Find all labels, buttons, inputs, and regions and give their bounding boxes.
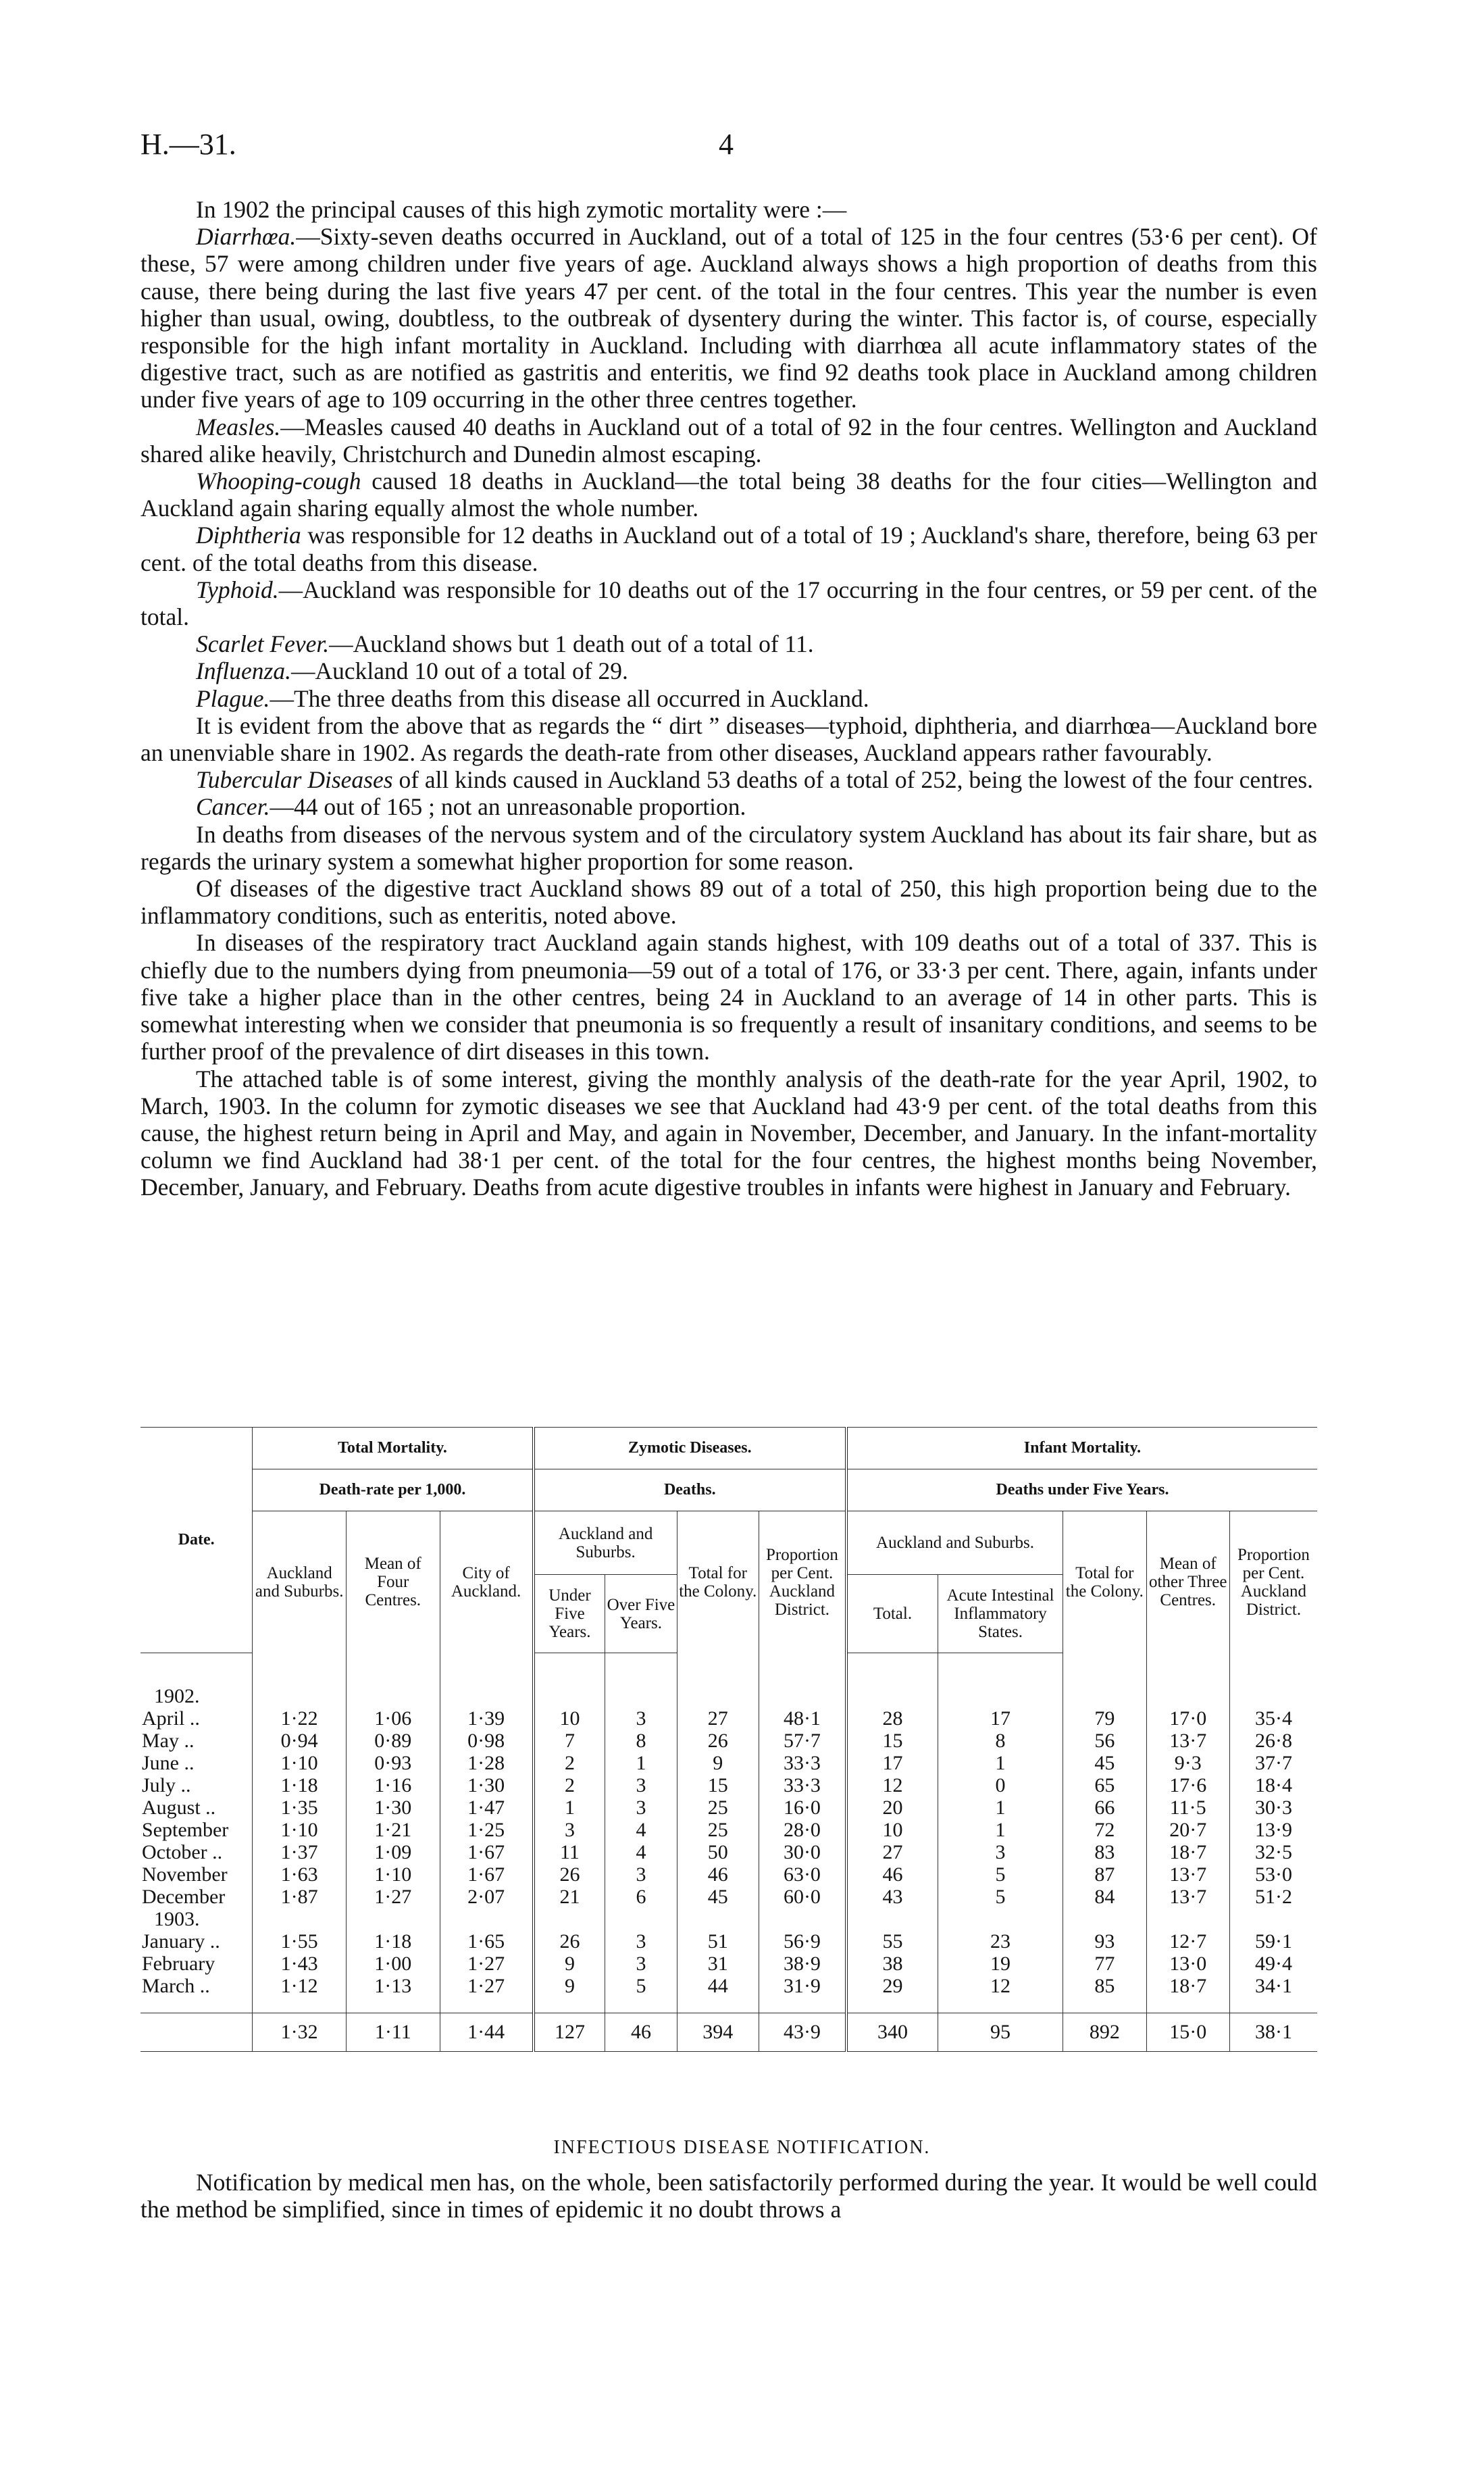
table-cell: 1·10 [253,1753,347,1775]
closing-text [140,2169,1317,2223]
table-cell: 1 [938,1819,1063,1842]
table-cell: 1·27 [440,1953,534,1976]
table-cell: 13·7 [1146,1886,1229,1909]
paragraph-diphtheria: Diphtheria was responsible for 12 deaths in Auckland out of a total of 19 ; Auckland's share, therefore, being 63 per cent. of the total deaths from this disease. [140,522,1317,576]
table-cell: 1·35 [253,1797,347,1819]
table-cell: 31 [677,1953,759,1976]
table-cell: 1·13 [346,1976,440,1998]
totals-row [140,2013,1317,2051]
month-label: April .. [140,1708,253,1730]
total-cell: 1·44 [440,2013,534,2051]
month-label: May .. [140,1730,253,1753]
table-cell: 59·1 [1254,1930,1292,1953]
table-cell: 3 [605,1931,677,1953]
month-label: January .. [140,1931,253,1953]
month-label: December [140,1886,253,1909]
spacer-row [140,1998,1317,2013]
year-label: 1903. [140,1909,253,1931]
table-cell: 3 [605,1953,677,1976]
table-row [140,1819,1317,1842]
table-cell: 1·47 [440,1797,534,1819]
table-cell: 25 [677,1819,759,1842]
table-cell: 1·67 [440,1842,534,1864]
table-cell: 17 [846,1753,938,1775]
table-cell: 45 [677,1886,759,1909]
table-cell: 0 [938,1775,1063,1797]
paragraph-nervous-system: In deaths from diseases of the nervous system and of the circulatory system Auckland has about its fair share, but as regards the urinary system a somewhat higher proportion for some reason. [140,820,1317,875]
table-row [140,1797,1317,1819]
col-auckland-suburbs: Auckland and Suburbs. [253,1511,347,1653]
table-cell: 29 [846,1976,938,1998]
table-cell: 1·63 [253,1864,347,1886]
subgroup-deaths-under-five: Deaths under Five Years. [846,1469,1317,1511]
total-cell: 95 [938,2013,1063,2051]
col-over-five-years: Over Five Years. [605,1575,677,1653]
table-cell: 1·25 [440,1819,534,1842]
table-cell: 13·7 [1146,1864,1229,1886]
table-cell: 26 [534,1864,605,1886]
table-cell: 35·4 [1254,1707,1292,1730]
table-cell: 13·7 [1146,1730,1229,1753]
table-cell: 43 [846,1886,938,1909]
table-cell: 28 [846,1708,938,1730]
table-cell: 30·0 [759,1842,846,1864]
total-cell: 892 [1063,2013,1146,2051]
table-cell: 37·7 [1254,1752,1292,1774]
month-label: September [140,1819,253,1842]
table-cell: 9 [677,1753,759,1775]
col-infant-total: Total. [846,1575,938,1653]
table-cell: 72 [1063,1819,1146,1842]
table-cell: 1·39 [440,1708,534,1730]
table-cell: 8 [605,1730,677,1753]
table-cell: 79 [1063,1708,1146,1730]
total-cell: 38·1 [1229,2013,1317,2051]
col-total-for-colony: Total for the Colony. [677,1511,759,1653]
total-cell: 127 [534,2013,605,2051]
table-cell: 1·10 [346,1864,440,1886]
total-cell: 15·0 [1146,2013,1229,2051]
table-cell: 12 [846,1775,938,1797]
table-cell: 48·1 [759,1708,846,1730]
table-cell: 1 [938,1753,1063,1775]
table-cell: 15 [677,1775,759,1797]
table-cell: 60·0 [759,1886,846,1909]
month-label: June .. [140,1753,253,1775]
table-cell: 49·4 [1254,1953,1292,1975]
page-header [140,127,1343,168]
table-cell: 9 [534,1976,605,1998]
table-cell: 13·9 [1254,1819,1292,1841]
table-cell: 1·87 [253,1886,347,1909]
subgroup-death-rate: Death-rate per 1,000. [253,1469,534,1511]
month-label: March .. [140,1976,253,1998]
table-cell: 20 [846,1797,938,1819]
table-cell: 0·94 [253,1730,347,1753]
table-cell: 2·07 [440,1886,534,1909]
total-cell: 340 [846,2013,938,2051]
table-cell: 16·0 [759,1797,846,1819]
total-cell: 394 [677,2013,759,2051]
table-cell: 18·7 [1146,1842,1229,1864]
table-cell: 44 [677,1976,759,1998]
total-cell: 1·32 [253,2013,347,2051]
table-cell: 1·28 [440,1753,534,1775]
group-total-mortality: Total Mortality. [253,1428,534,1469]
table-cell: 1·43 [253,1953,347,1976]
group-zymotic-diseases: Zymotic Diseases. [534,1428,846,1469]
group-infant-mortality: Infant Mortality. [846,1428,1317,1469]
table-cell: 26 [534,1931,605,1953]
mortality-table [140,1427,1317,2052]
table-cell: 10 [534,1708,605,1730]
table-cell: 10 [846,1819,938,1842]
table-cell: 55 [846,1931,938,1953]
table-cell: 6 [605,1886,677,1909]
col-under-five-years: Under Five Years. [534,1575,605,1653]
table-cell: 45 [1063,1753,1146,1775]
table-cell: 1·06 [346,1708,440,1730]
table-cell: 8 [938,1730,1063,1753]
table-cell: 84 [1063,1886,1146,1909]
table-cell: 1·21 [346,1819,440,1842]
table-cell: 18·4 [1254,1774,1292,1796]
table-cell: 1·55 [253,1931,347,1953]
table-cell: 20·7 [1146,1819,1229,1842]
table-cell: 11·5 [1146,1797,1229,1819]
year-row-1902 [140,1686,1317,1708]
document-reference: H.—31. [140,128,236,161]
table-cell: 57·7 [759,1730,846,1753]
table-cell: 1 [938,1797,1063,1819]
paragraph-attached-table: The attached table is of some interest, giving the monthly analysis of the death-rate for the year April, 1902, to March, 1903. In the column for zymotic diseases we see that Auckland had 43·9 per cent. of the total deaths from this cause, the highest return being in April and May, and again in November, December, and January. In the infant-mortality column we find Auckland had 38·1 per cent. of the total for the four centres, the highest months being November, December, January, and February. Deaths from acute digestive troubles in infants were highest in January and February. [140,1065,1317,1201]
table-cell: 66 [1063,1797,1146,1819]
col-acute-intestinal: Acute Intestinal Inflammatory States. [938,1575,1063,1653]
table-cell: 31·9 [759,1976,846,1998]
table-row [140,1730,1317,1753]
table-cell: 1·27 [440,1976,534,1998]
table-cell: 27 [846,1842,938,1864]
table-cell: 3 [938,1842,1063,1864]
table-row [140,1886,1317,1909]
table-cell: 23 [938,1931,1063,1953]
table-cell: 7 [534,1730,605,1753]
table-cell: 13·0 [1146,1953,1229,1976]
year-row-1903 [140,1909,1317,1931]
table-cell: 56·9 [759,1931,846,1953]
paragraph-plague: Plague.—The three deaths from this disease all occurred in Auckland. [196,684,869,712]
table-cell: 26·8 [1254,1730,1292,1752]
table-cell: 30·3 [1254,1796,1292,1819]
table-cell: 1·27 [346,1886,440,1909]
table-cell: 9 [534,1953,605,1976]
table-cell: 5 [938,1886,1063,1909]
col-infant-auckland-suburbs: Auckland and Suburbs. [846,1511,1063,1575]
paragraph-influenza: Influenza.—Auckland 10 out of a total of 29. [196,657,628,685]
table-cell: 1·30 [346,1797,440,1819]
table-cell: 87 [1063,1864,1146,1886]
table-cell: 25 [677,1797,759,1819]
table-cell: 1 [605,1753,677,1775]
table-cell: 85 [1063,1976,1146,1998]
table-cell: 93 [1063,1931,1146,1953]
table-cell: 50 [677,1842,759,1864]
table-cell: 38·9 [759,1953,846,1976]
paragraph-respiratory-tract: In diseases of the respiratory tract Auckland again stands highest, with 109 deaths out of a total of 337. This is chiefly due to the numbers dying from pneumonia—59 out of a total of 176, or 33·3 per cent. There, again, infants under five take a higher place than in the other centres, being 24 in Auckland to an average of 14 in other parts. This is somewhat interesting when we consider that pneumonia is so frequently a result of insanitary conditions, and seems to be further proof of the prevalence of dirt diseases in this town. [140,929,1317,1065]
page-number: 4 [719,128,734,161]
table-cell: 65 [1063,1775,1146,1797]
table-cell: 3 [534,1819,605,1842]
year-label: 1902. [140,1686,253,1708]
section-title: INFECTIOUS DISEASE NOTIFICATION. [553,2137,931,2158]
month-label: October .. [140,1842,253,1864]
table-cell: 1·65 [440,1931,534,1953]
table-cell: 63·0 [759,1864,846,1886]
table-cell: 1 [534,1797,605,1819]
table-cell: 0·93 [346,1753,440,1775]
table-cell: 46 [677,1864,759,1886]
total-cell: 1·11 [346,2013,440,2051]
table-cell: 19 [938,1953,1063,1976]
table-cell: 26 [677,1730,759,1753]
table-cell: 4 [605,1819,677,1842]
month-label: November [140,1864,253,1886]
table-cell: 12 [938,1976,1063,1998]
col-zymotic-auckland-suburbs: Auckland and Suburbs. [534,1511,677,1575]
paragraph-diarrhoea: Diarrhœa.—Sixty-seven deaths occurred in Auckland, out of a total of 125 in the four centres (53·6 per cent). Of these, 57 were among children under five years of age. Auckland always shows a high proportion of deaths from this cause, there being during the last five years 47 per cent. of the total in the four centres. This year the number is even higher than usual, owing, doubtless, to the outbreak of dysentery during the winter. This factor is, of course, especially responsible for the high infant mortality in Auckland. Including with diarrhœa all acute inflammatory states of the digestive tract, such as are notified as gastritis and enteritis, we find 92 deaths took place in Auckland among children under five years of age to 109 occurring in the other three centres together. [140,223,1317,413]
month-label: July .. [140,1775,253,1797]
col-infant-proportion: Proportion per Cent. Auckland District. [1237,1545,1310,1619]
col-mean-other-three: Mean of other Three Centres. [1146,1511,1229,1653]
table-cell: 0·98 [440,1730,534,1753]
table-row [140,1953,1317,1976]
table-cell: 1·67 [440,1864,534,1886]
total-cell: 43·9 [759,2013,846,2051]
table-cell: 12·7 [1146,1931,1229,1953]
table-cell: 53·0 [1254,1863,1292,1886]
table-row [140,1976,1317,1998]
table-cell: 38 [846,1953,938,1976]
col-city-of-auckland: City of Auckland. [440,1511,534,1653]
paragraph-notification: Notification by medical men has, on the whole, been satisfactorily performed during the year. It would be well could the method be simplified, since in times of epidemic it no doubt throws a [140,2169,1317,2223]
table-row [140,1775,1317,1797]
table-body [140,1653,1317,2052]
table-cell: 2 [534,1753,605,1775]
col-proportion-per-cent: Proportion per Cent. Auckland District. [759,1511,846,1653]
table-cell: 3 [605,1708,677,1730]
table-cell: 11 [534,1842,605,1864]
table-cell: 1·30 [440,1775,534,1797]
col-mean-four-centres: Mean of Four Centres. [346,1511,440,1653]
table-cell: 5 [605,1976,677,1998]
table-cell: 46 [846,1864,938,1886]
total-cell: 46 [605,2013,677,2051]
table-cell: 4 [605,1842,677,1864]
subgroup-deaths: Deaths. [534,1469,846,1511]
paragraph-measles: Measles.—Measles caused 40 deaths in Auckland out of a total of 92 in the four centres. Wellington and Auckland shared alike heavily, Christchurch and Dunedin almost escaping. [140,413,1317,468]
date-header: Date. [140,1428,253,1653]
paragraph-intro: In 1902 the principal causes of this high zymotic mortality were :— [196,196,847,223]
table-cell: 51·2 [1254,1886,1292,1908]
table-row [140,1708,1317,1730]
col-infant-total-for-colony: Total for the Colony. [1063,1511,1146,1653]
table-cell: 21 [534,1886,605,1909]
table-cell: 28·0 [759,1819,846,1842]
table-cell: 51 [677,1931,759,1953]
table-cell: 18·7 [1146,1976,1229,1998]
table-cell: 33·3 [759,1775,846,1797]
paragraph-tubercular: Tubercular Diseases of all kinds caused in Auckland 53 deaths of a total of 252, being the lowest of the four centres. [196,766,1314,794]
table-cell: 1·16 [346,1775,440,1797]
paragraph-whooping-cough: Whooping-cough caused 18 deaths in Auckland—the total being 38 deaths for the four cities—Wellington and Auckland again sharing equally almost the whole number. [140,468,1317,522]
paragraph-dirt-diseases: It is evident from the above that as regards the “ dirt ” diseases—typhoid, diphtheria, and diarrhœa—Auckland bore an unenviable share in 1902. As regards the death-rate from other diseases, Auckland appears rather favourably. [140,711,1317,767]
paragraph-digestive-tract: Of diseases of the digestive tract Auckland shows 89 out of a total of 250, this high proportion being due to the inflammatory conditions, such as enteritis, noted above. [140,875,1317,930]
paragraph-typhoid: Typhoid.—Auckland was responsible for 10 deaths out of the 17 occurring in the four centres, or 59 per cent. of the total. [140,576,1317,631]
table-cell: 34·1 [1254,1975,1292,1997]
table-row [140,1931,1317,1953]
table-cell: 56 [1063,1730,1146,1753]
table-cell: 1·18 [253,1775,347,1797]
table-cell: 17 [938,1708,1063,1730]
table-cell: 27 [677,1708,759,1730]
table-cell: 32·5 [1254,1841,1292,1863]
table-row [140,1753,1317,1775]
table-cell: 15 [846,1730,938,1753]
table-row [140,1842,1317,1864]
table-cell: 1·12 [253,1976,347,1998]
table-cell: 3 [605,1864,677,1886]
table-cell: 33·3 [759,1753,846,1775]
table-cell: 9·3 [1146,1753,1229,1775]
table-cell: 1·37 [253,1842,347,1864]
table-row [140,1864,1317,1886]
month-label: August .. [140,1797,253,1819]
table-cell: 1·18 [346,1931,440,1953]
table-cell: 17·6 [1146,1775,1229,1797]
table-cell: 2 [534,1775,605,1797]
table-cell: 1·10 [253,1819,347,1842]
table-cell: 3 [605,1775,677,1797]
table-cell: 3 [605,1797,677,1819]
table-cell: 17·0 [1146,1708,1229,1730]
paragraph-cancer: Cancer.—44 out of 165 ; not an unreasonable proportion. [196,793,746,821]
month-label: February [140,1953,253,1976]
table-cell: 0·89 [346,1730,440,1753]
table-cell: 77 [1063,1953,1146,1976]
paragraph-scarlet-fever: Scarlet Fever.—Auckland shows but 1 death out of a total of 11. [196,630,814,658]
table-cell: 5 [938,1864,1063,1886]
body-text [140,196,1317,1201]
table-cell: 1·00 [346,1953,440,1976]
table-cell: 1·22 [253,1708,347,1730]
table-cell: 83 [1063,1842,1146,1864]
table-cell: 1·09 [346,1842,440,1864]
